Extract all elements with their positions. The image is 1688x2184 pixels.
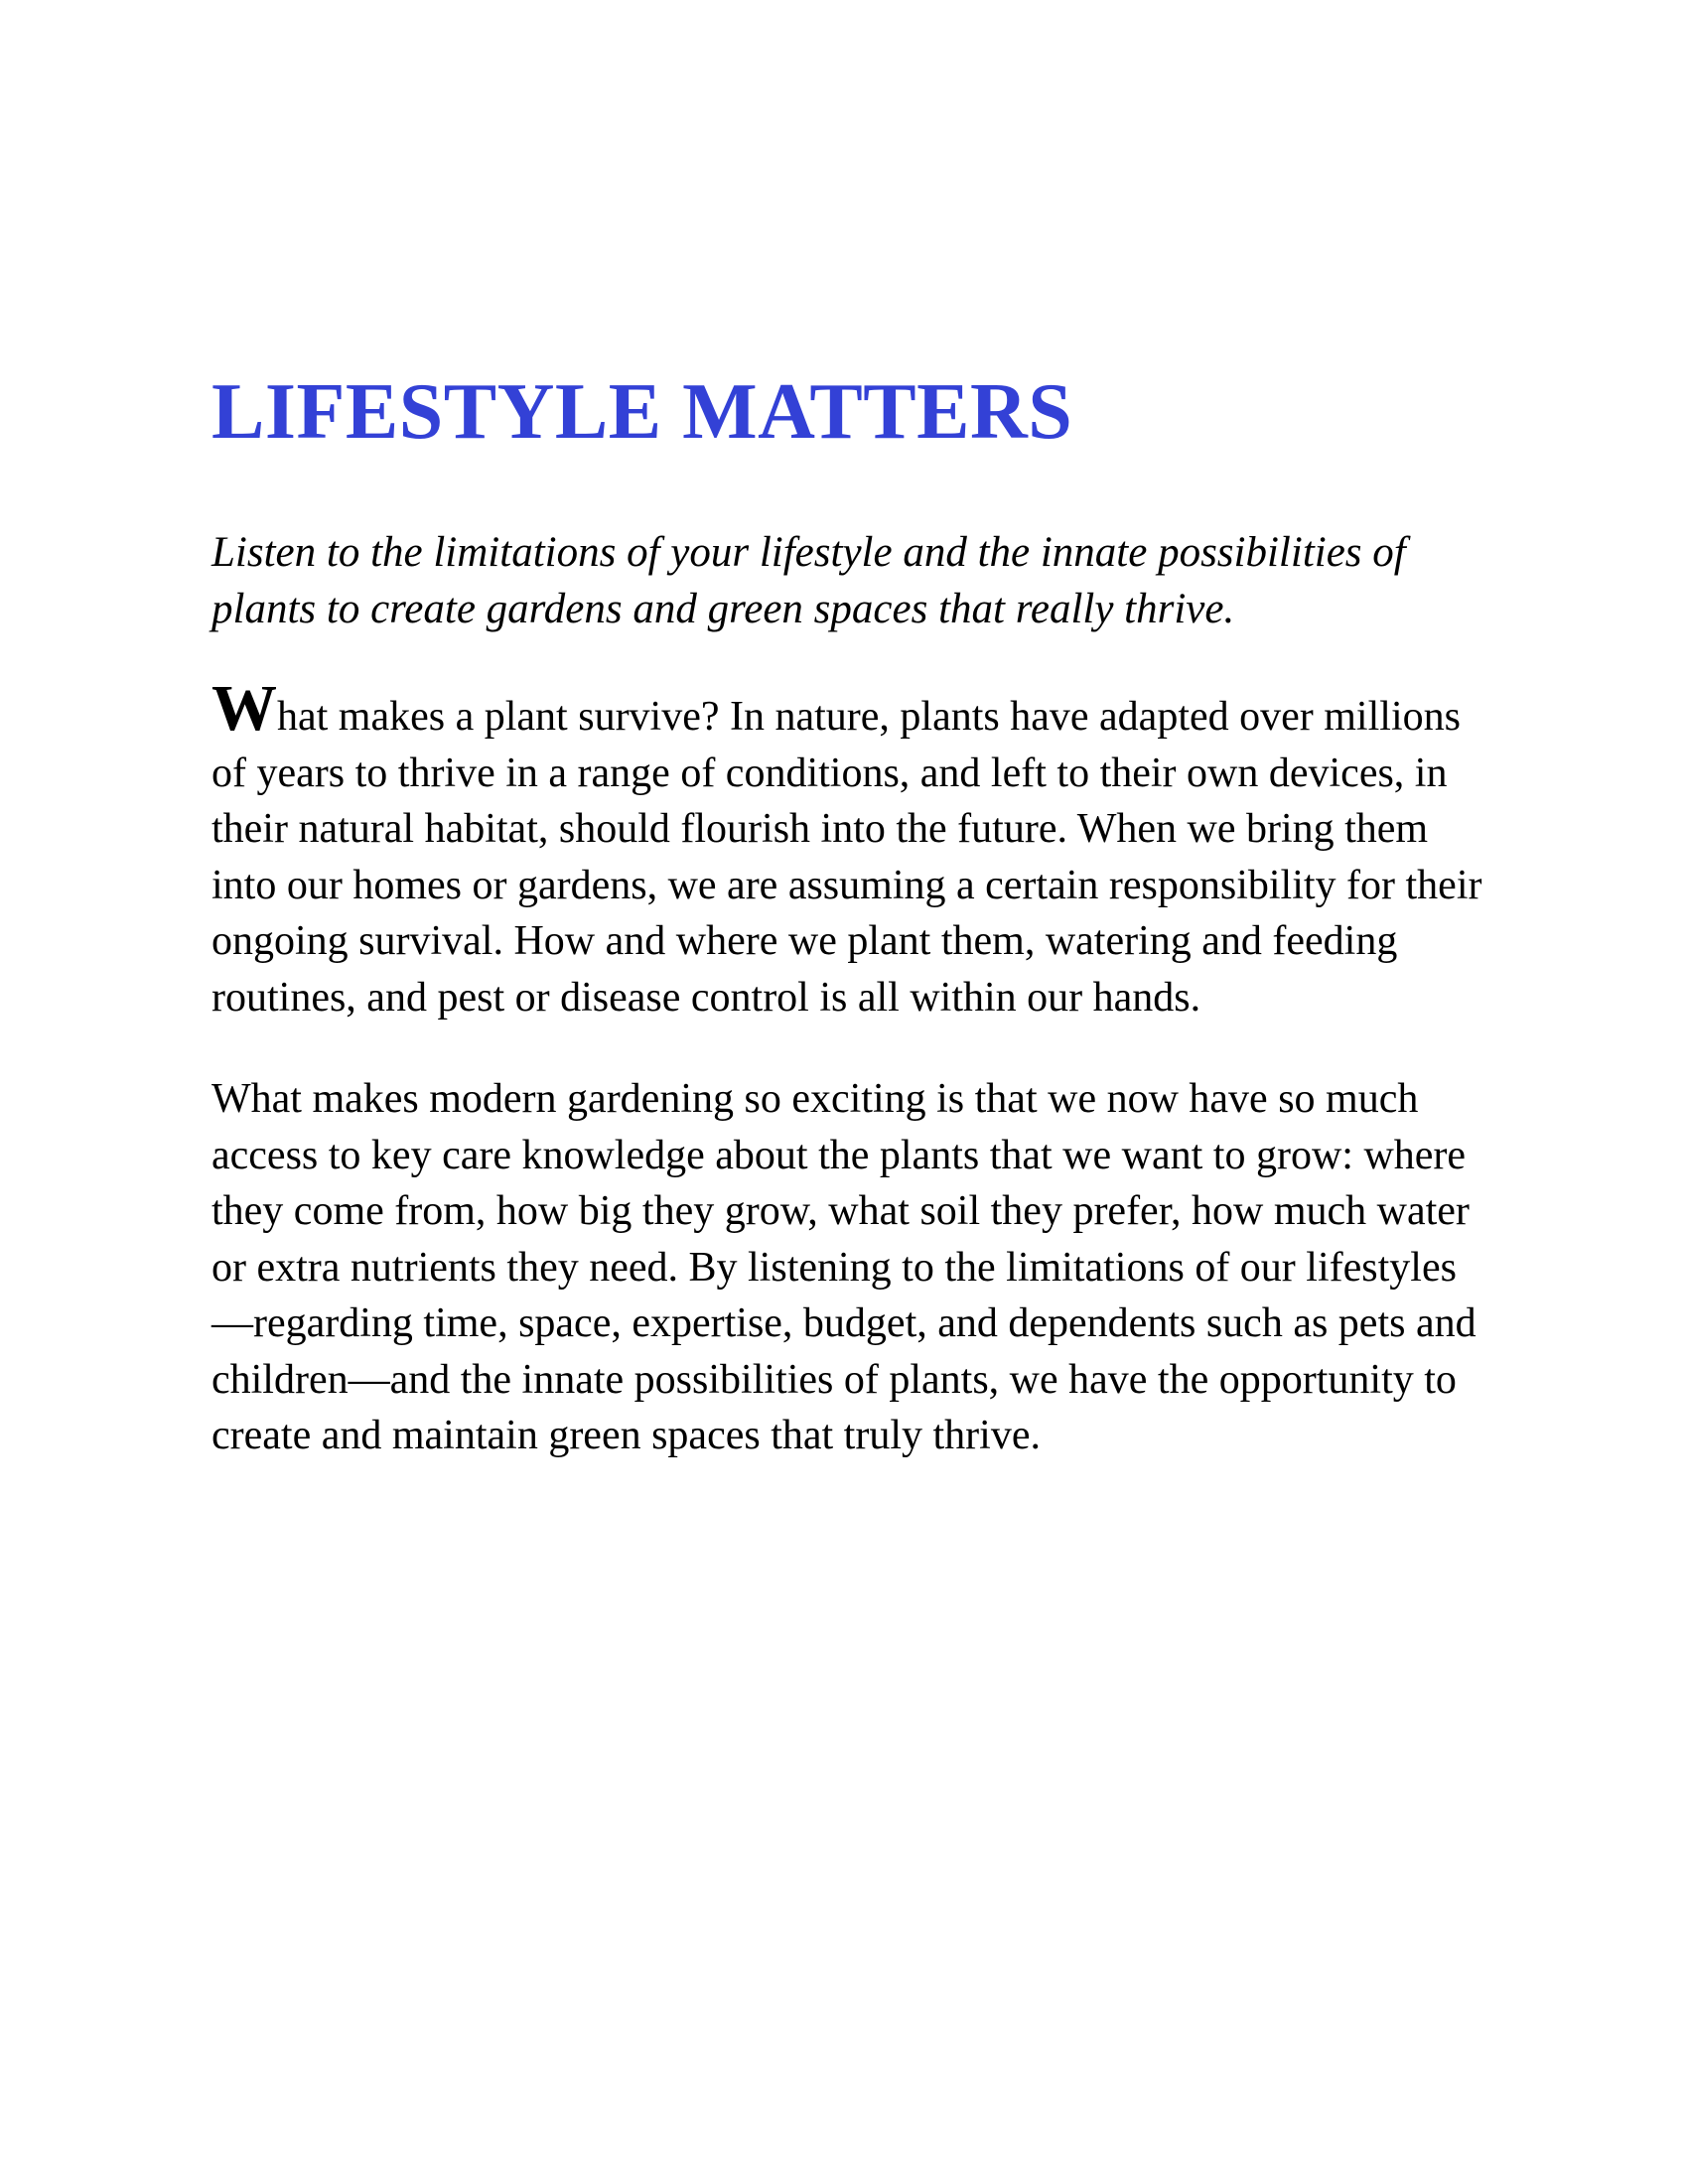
body-paragraph-1 [211,672,1492,1025]
page-title: LIFESTYLE MATTERS [211,368,1073,456]
article-subtitle: Listen to the limitations of your lifestyle and the innate possibilities of plants to create gardens and green spaces that really thrive. [211,529,1406,632]
body-paragraph-2: What makes modern gardening so exciting is that we now have so much access to key care knowledge about the plants that we want to grow: where they come from, how big they grow, what soil they prefer, how much water or extra nutrients they need. By listening to the limitations of our lifestyles—regarding time, space, expertise, budget, and dependents such as pets and children—and the innate possibilities of plants, we have the opportunity to create and maintain green spaces that truly thrive. [211,1076,1477,1458]
drop-cap: W [211,672,277,745]
body-paragraph-1-text: hat makes a plant survive? In nature, plants have adapted over millions of years to thrive in a range of conditions, and left to their own devices, in their natural habitat, should flourish into the future. When we bring them into our homes or gardens, we are assuming a certain responsibility for their ongoing survival. How and where we plant them, watering and feeding routines, and pest or disease control is all within our hands. [211,694,1482,1021]
article [211,357,1492,1464]
